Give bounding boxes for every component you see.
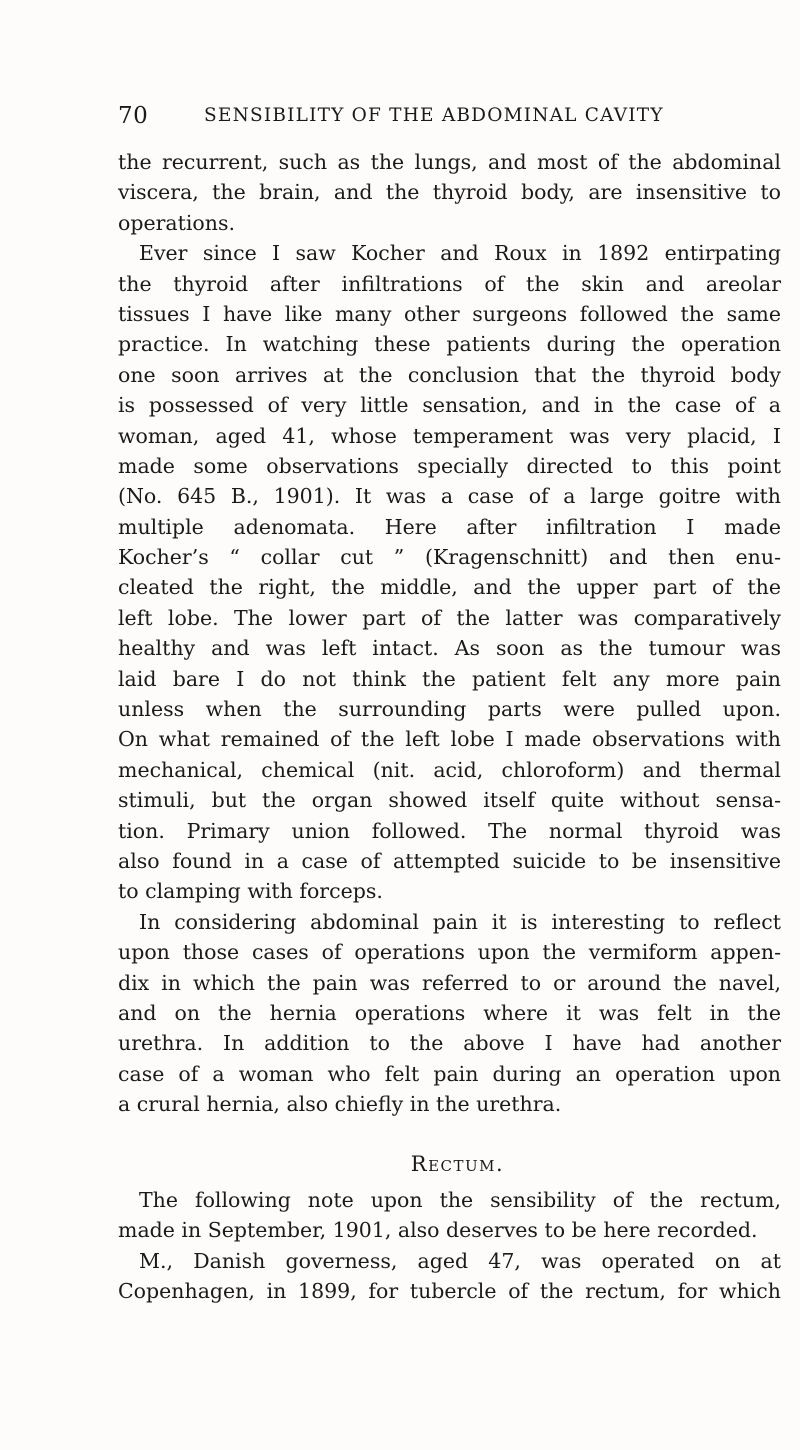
body-text [118, 147, 781, 1306]
text-line: Kocher’s “ collar cut ” (Kragenschnitt) and then enu- [118, 545, 781, 570]
text-line: made some observations specially directed to this point [118, 453, 781, 478]
text-line: In considering abdominal pain it is interesting to reflect [139, 909, 781, 934]
text-line: made in September, 1901, also deserves to be here recorded. [118, 1218, 758, 1243]
text-line: one soon arrives at the conclusion that the thyroid body [118, 362, 781, 387]
text-line: practice. In watching these patients during the operation [118, 332, 781, 357]
text-line: Ever since I saw Kocher and Roux in 1892 entirpating [139, 241, 781, 266]
text-line: the recurrent, such as the lungs, and most of the abdominal [118, 150, 781, 174]
paragraph [118, 907, 781, 1120]
text-line: to clamping with forceps. [118, 879, 383, 904]
text-line: urethra. In addition to the above I have had another [118, 1031, 781, 1056]
text-line: upon those cases of operations upon the vermiform appen- [118, 940, 781, 965]
text-line: cleated the right, the middle, and the upper part of the [118, 575, 781, 600]
running-head: SENSIBILITY OF THE ABDOMINAL CAVITY [204, 105, 664, 126]
text-line: Copenhagen, in 1899, for tubercle of the rectum, for which [118, 1279, 781, 1304]
text-line: also found in a case of attempted suicide to be insensitive [118, 848, 781, 873]
text-line: is possessed of very little sensation, and in the case of a [118, 393, 781, 418]
text-line: left lobe. The lower part of the latter was comparatively [118, 605, 781, 630]
text-line: tion. Primary union followed. The normal thyroid was [118, 818, 781, 843]
paragraph [118, 1246, 781, 1307]
text-line: unless when the surrounding parts were pulled upon. [118, 697, 781, 722]
text-line: mechanical, chemical (nit. acid, chloroform) and thermal [118, 757, 781, 782]
text-line: tissues I have like many other surgeons followed the same [118, 301, 781, 326]
paragraph [118, 1185, 781, 1246]
text-line: dix in which the pain was referred to or around the navel, [118, 970, 781, 995]
text-line: (No. 645 B., 1901). It was a case of a large goitre with [118, 484, 781, 509]
paragraph [118, 238, 781, 907]
text-line: laid bare I do not think the patient felt any more pain [118, 666, 781, 691]
paragraph [118, 147, 781, 238]
text-line: a crural hernia, also chiefly in the urethra. [118, 1092, 562, 1117]
page-number: 70 [118, 103, 149, 129]
page-header [118, 103, 758, 137]
text-line: the thyroid after infiltrations of the skin and areolar [118, 271, 781, 296]
text-line: and on the hernia operations where it was felt in the [118, 1000, 781, 1025]
text-line: multiple adenomata. Here after infiltration I made [118, 514, 781, 539]
text-line: M., Danish governess, aged 47, was operated on at [139, 1248, 781, 1273]
text-line: stimuli, but the organ showed itself quite without sensa- [118, 788, 781, 813]
section-heading: Rectum. [410, 1151, 505, 1176]
text-line: woman, aged 41, whose temperament was very placid, I [118, 423, 781, 448]
text-line: case of a woman who felt pain during an operation upon [118, 1061, 781, 1086]
text-line: viscera, the brain, and the thyroid body, are insensitive to [118, 180, 781, 205]
text-line: operations. [118, 210, 235, 235]
text-line: The following note upon the sensibility of the rectum, [139, 1187, 781, 1212]
text-line: On what remained of the left lobe I made observations with [118, 727, 781, 752]
text-line: healthy and was left intact. As soon as the tumour was [118, 636, 781, 661]
